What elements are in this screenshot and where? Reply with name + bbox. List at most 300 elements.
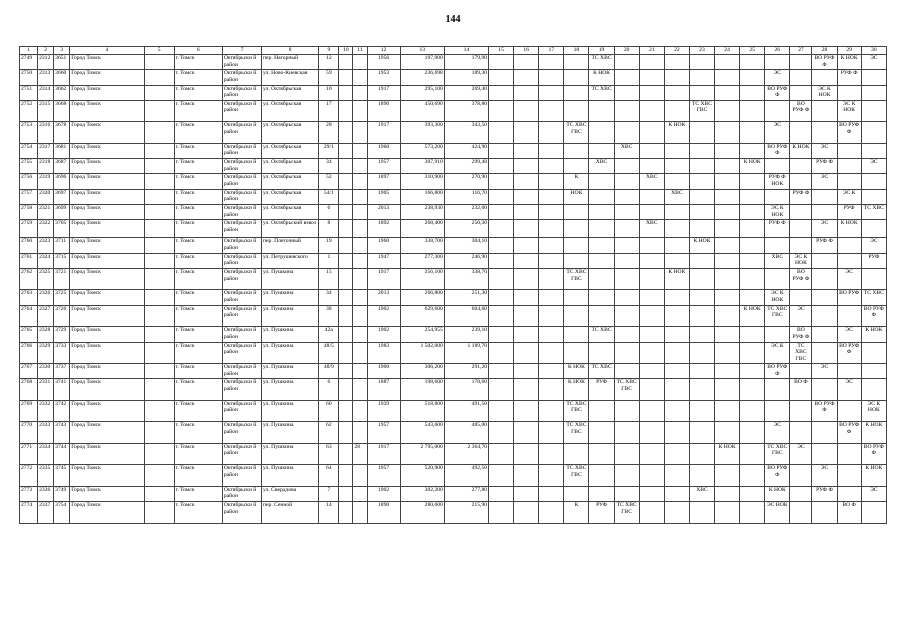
table-cell xyxy=(614,174,639,189)
table-cell xyxy=(639,205,664,220)
table-cell xyxy=(837,443,861,465)
table-cell xyxy=(837,465,861,487)
table-cell: ТС ХВС xyxy=(861,205,886,220)
table-cell xyxy=(564,55,589,70)
table-cell xyxy=(639,327,664,342)
table-cell xyxy=(689,400,714,422)
table-cell: 268,400 xyxy=(400,220,444,238)
table-cell xyxy=(564,443,589,465)
table-cell xyxy=(144,143,174,158)
table-row xyxy=(20,342,887,364)
table-cell: Октябрьски й район xyxy=(222,443,261,465)
table-cell xyxy=(664,143,689,158)
table-cell: ЭС xyxy=(790,443,812,465)
table-cell: 19 xyxy=(319,238,339,253)
table-cell xyxy=(790,174,812,189)
table-cell xyxy=(664,205,689,220)
table-row xyxy=(20,122,887,144)
table-cell: 62 xyxy=(319,422,339,444)
table-cell: ВО РУФ Ф xyxy=(837,342,861,364)
table-cell xyxy=(353,327,367,342)
table-cell: 8 xyxy=(319,220,339,238)
table-cell: 306,200 xyxy=(400,364,444,379)
column-number: 23 xyxy=(689,47,714,55)
table-cell xyxy=(514,159,539,174)
table-cell xyxy=(589,189,614,204)
table-cell xyxy=(353,189,367,204)
table-cell xyxy=(614,268,639,290)
table-cell xyxy=(639,85,664,100)
table-cell xyxy=(740,443,765,465)
table-cell xyxy=(614,327,639,342)
table-cell: 2756 xyxy=(20,174,38,189)
table-cell: 2013 xyxy=(367,290,400,305)
table-cell: ЭС xyxy=(837,379,861,401)
table-cell: 3749 xyxy=(54,486,70,501)
table-cell: ВО РУФ Ф xyxy=(765,143,790,158)
table-cell: 3742 xyxy=(54,400,70,422)
table-cell: ул. Октябрьская xyxy=(262,100,319,122)
table-cell xyxy=(689,70,714,85)
table-cell: 29/1 xyxy=(319,143,339,158)
table-cell: РУФ Ф xyxy=(812,159,837,174)
table-cell xyxy=(790,290,812,305)
table-cell xyxy=(614,55,639,70)
table-cell xyxy=(740,290,765,305)
table-cell xyxy=(639,159,664,174)
table-cell xyxy=(339,253,353,268)
table-cell xyxy=(353,159,367,174)
table-cell xyxy=(564,486,589,501)
table-cell: ЭС xyxy=(861,55,886,70)
table-cell: ТС ХВС xyxy=(589,55,614,70)
table-cell xyxy=(689,159,714,174)
table-cell xyxy=(689,55,714,70)
table-cell: Город Томск xyxy=(70,174,144,189)
table-cell xyxy=(514,379,539,401)
table-cell: Октябрьски й район xyxy=(222,189,261,204)
table-cell xyxy=(740,502,765,524)
table-cell xyxy=(514,100,539,122)
table-cell: ВО Ф xyxy=(790,379,812,401)
table-cell: 2769 xyxy=(20,400,38,422)
table-cell: 3726 xyxy=(54,305,70,327)
table-cell: ХВС xyxy=(664,189,689,204)
table-cell xyxy=(514,143,539,158)
table-cell xyxy=(614,85,639,100)
table-cell xyxy=(812,443,837,465)
table-cell xyxy=(740,100,765,122)
column-number: 12 xyxy=(367,47,400,55)
table-cell xyxy=(514,55,539,70)
table-cell xyxy=(689,268,714,290)
table-cell: 59 xyxy=(319,70,339,85)
table-cell: 2337 xyxy=(38,502,54,524)
table-cell: ЭС xyxy=(837,268,861,290)
table-cell xyxy=(353,55,367,70)
table-cell: 295,100 xyxy=(400,85,444,100)
table-cell: 1905 xyxy=(367,189,400,204)
table-cell xyxy=(514,305,539,327)
table-cell xyxy=(589,174,614,189)
table-cell: ул. Октябрьская xyxy=(262,174,319,189)
table-cell: К НОК xyxy=(861,422,886,444)
table-row xyxy=(20,238,887,253)
table-cell xyxy=(539,443,564,465)
table-cell: г. Томск xyxy=(174,364,222,379)
table-row xyxy=(20,327,887,342)
table-cell: 450,690 xyxy=(400,100,444,122)
table-cell: ул. Октябрьская xyxy=(262,143,319,158)
table-cell xyxy=(765,189,790,204)
table-cell xyxy=(664,342,689,364)
column-number: 20 xyxy=(614,47,639,55)
table-cell: пер. Нагорный xyxy=(262,55,319,70)
column-number: 13 xyxy=(400,47,444,55)
table-cell: 48/5 xyxy=(319,342,339,364)
table-cell: К НОК xyxy=(740,305,765,327)
table-cell xyxy=(715,290,740,305)
table-cell xyxy=(812,422,837,444)
table-cell xyxy=(489,70,514,85)
table-cell xyxy=(790,502,812,524)
table-cell xyxy=(489,327,514,342)
table-cell: ВО РУФ Ф xyxy=(861,443,886,465)
table-cell xyxy=(765,100,790,122)
table-cell: 629,600 xyxy=(400,305,444,327)
table-cell xyxy=(740,70,765,85)
table-cell xyxy=(539,364,564,379)
table-cell xyxy=(689,502,714,524)
table-cell xyxy=(539,238,564,253)
table-cell: ул. Октябрьская xyxy=(262,122,319,144)
table-cell: Октябрьски й район xyxy=(222,122,261,144)
table-cell xyxy=(144,100,174,122)
table-cell: 1917 xyxy=(367,85,400,100)
table-cell: 60 xyxy=(319,400,339,422)
column-number: 27 xyxy=(790,47,812,55)
table-cell xyxy=(144,486,174,501)
table-cell xyxy=(144,55,174,70)
column-number: 3 xyxy=(54,47,70,55)
table-cell xyxy=(689,205,714,220)
table-cell: РУФ xyxy=(589,379,614,401)
table-cell xyxy=(639,486,664,501)
table-cell xyxy=(812,327,837,342)
table-cell xyxy=(740,205,765,220)
table-cell xyxy=(837,159,861,174)
table-cell xyxy=(614,238,639,253)
table-cell: 2330 xyxy=(38,364,54,379)
table-cell xyxy=(589,305,614,327)
table-cell xyxy=(740,268,765,290)
table-cell xyxy=(514,220,539,238)
register-table xyxy=(19,46,887,524)
table-cell: ТС ХВС xyxy=(589,364,614,379)
table-cell: ТС ХВС ГВС xyxy=(614,379,639,401)
table-cell xyxy=(790,220,812,238)
table-cell: г. Томск xyxy=(174,85,222,100)
table-cell xyxy=(639,55,664,70)
table-cell xyxy=(861,220,886,238)
table-cell xyxy=(339,122,353,144)
table-cell: г. Томск xyxy=(174,189,222,204)
table-cell: ВО РУФ xyxy=(837,290,861,305)
table-cell: 1956 xyxy=(367,55,400,70)
table-cell xyxy=(144,205,174,220)
table-cell: 270,90 xyxy=(444,174,488,189)
table-cell: 2751 xyxy=(20,85,38,100)
table-cell xyxy=(837,174,861,189)
table-row xyxy=(20,486,887,501)
table-cell xyxy=(715,100,740,122)
table-cell: 178,60 xyxy=(444,379,488,401)
table-cell: К НОК xyxy=(837,55,861,70)
table-cell: ул. Петрушевского xyxy=(262,253,319,268)
table-cell: 54/1 xyxy=(319,189,339,204)
column-number: 15 xyxy=(489,47,514,55)
table-cell: г. Томск xyxy=(174,305,222,327)
table-cell: 2334 xyxy=(38,443,54,465)
table-cell xyxy=(489,268,514,290)
table-cell xyxy=(353,465,367,487)
table-cell xyxy=(339,143,353,158)
table-cell: ЭС К НОК xyxy=(765,290,790,305)
table-cell: Город Томск xyxy=(70,159,144,174)
table-cell: К НОК xyxy=(664,122,689,144)
table-cell: г. Томск xyxy=(174,443,222,465)
table-row xyxy=(20,422,887,444)
table-cell: Город Томск xyxy=(70,400,144,422)
table-cell xyxy=(514,327,539,342)
table-cell xyxy=(639,189,664,204)
table-cell xyxy=(339,305,353,327)
table-cell xyxy=(564,85,589,100)
table-cell xyxy=(514,486,539,501)
table-cell: Город Томск xyxy=(70,55,144,70)
table-cell: 239,10 xyxy=(444,327,488,342)
table-cell: Город Томск xyxy=(70,502,144,524)
table-cell xyxy=(837,143,861,158)
table-cell xyxy=(514,422,539,444)
column-number: 8 xyxy=(262,47,319,55)
table-cell: 215,90 xyxy=(444,502,488,524)
column-number: 2 xyxy=(38,47,54,55)
table-cell: ЭС xyxy=(861,159,886,174)
table-cell xyxy=(539,268,564,290)
table-cell: ул. Пушкина xyxy=(262,327,319,342)
table-cell xyxy=(539,486,564,501)
table-cell xyxy=(353,364,367,379)
table-cell xyxy=(861,85,886,100)
table-cell xyxy=(339,290,353,305)
table-cell: 166,800 xyxy=(400,189,444,204)
table-cell xyxy=(614,253,639,268)
table-cell: 179,90 xyxy=(444,55,488,70)
table-cell: Октябрьски й район xyxy=(222,327,261,342)
table-cell: 2772 xyxy=(20,465,38,487)
table-cell: 2771 xyxy=(20,443,38,465)
table-cell: 2319 xyxy=(38,174,54,189)
table-cell xyxy=(489,238,514,253)
table-cell: г. Томск xyxy=(174,327,222,342)
table-cell xyxy=(614,220,639,238)
table-cell xyxy=(539,290,564,305)
table-cell xyxy=(514,205,539,220)
table-cell xyxy=(339,174,353,189)
table-cell xyxy=(339,85,353,100)
table-cell xyxy=(514,174,539,189)
table-cell xyxy=(861,143,886,158)
table-cell: Октябрьски й район xyxy=(222,465,261,487)
table-cell xyxy=(689,122,714,144)
table-cell xyxy=(837,305,861,327)
table-cell: ул. Пушкина xyxy=(262,422,319,444)
table-cell: 1953 xyxy=(367,70,400,85)
table-cell xyxy=(539,342,564,364)
table-cell: 304,10 xyxy=(444,238,488,253)
table-cell xyxy=(353,85,367,100)
table-cell xyxy=(144,189,174,204)
table-row xyxy=(20,205,887,220)
table-cell: К НОК xyxy=(715,443,740,465)
table-cell: РУФ Ф xyxy=(765,220,790,238)
table-cell xyxy=(639,502,664,524)
table-cell xyxy=(339,268,353,290)
table-cell: г. Томск xyxy=(174,268,222,290)
table-cell: 236,698 xyxy=(400,70,444,85)
table-cell xyxy=(639,143,664,158)
table-cell xyxy=(539,327,564,342)
table-cell xyxy=(353,502,367,524)
table-cell: 2322 xyxy=(38,220,54,238)
table-cell: ТС ХВС xyxy=(589,85,614,100)
table-cell xyxy=(514,443,539,465)
column-number: 1 xyxy=(20,47,38,55)
table-cell: РУФ Ф xyxy=(812,238,837,253)
table-cell xyxy=(664,70,689,85)
table-row xyxy=(20,253,887,268)
table-cell: ВО РУФ Ф xyxy=(765,85,790,100)
table-cell: 356,100 xyxy=(400,268,444,290)
table-cell xyxy=(514,189,539,204)
table-cell: ТС ХВС ГВС xyxy=(689,100,714,122)
table-cell: 246,90 xyxy=(444,253,488,268)
table-cell: 1 502,000 xyxy=(400,342,444,364)
table-cell xyxy=(812,205,837,220)
table-cell: 15 xyxy=(319,268,339,290)
column-number: 30 xyxy=(861,47,886,55)
table-cell: Октябрьски й район xyxy=(222,159,261,174)
table-cell xyxy=(740,422,765,444)
column-number: 22 xyxy=(664,47,689,55)
table-cell: 3687 xyxy=(54,159,70,174)
table-cell xyxy=(689,290,714,305)
table-cell: 573,200 xyxy=(400,143,444,158)
table-cell xyxy=(812,342,837,364)
table-cell xyxy=(514,268,539,290)
table-cell xyxy=(489,486,514,501)
table-cell xyxy=(715,189,740,204)
table-cell xyxy=(837,364,861,379)
table-cell xyxy=(489,465,514,487)
table-cell xyxy=(539,400,564,422)
table-cell xyxy=(614,70,639,85)
table-cell: К xyxy=(564,174,589,189)
table-cell xyxy=(339,342,353,364)
table-cell: 48/9 xyxy=(319,364,339,379)
table-cell: ТС ХВС ГВС xyxy=(614,502,639,524)
table-cell xyxy=(489,174,514,189)
table-cell: 197,900 xyxy=(400,55,444,70)
column-number: 6 xyxy=(174,47,222,55)
table-cell xyxy=(740,400,765,422)
table-cell: г. Томск xyxy=(174,238,222,253)
table-cell: К НОК xyxy=(689,238,714,253)
table-cell xyxy=(812,189,837,204)
table-cell: 2 795,000 xyxy=(400,443,444,465)
table-cell xyxy=(689,85,714,100)
table-cell: 3745 xyxy=(54,465,70,487)
table-cell: Город Томск xyxy=(70,122,144,144)
table-cell: г. Томск xyxy=(174,290,222,305)
table-cell: 7 xyxy=(319,486,339,501)
table-cell xyxy=(790,85,812,100)
table-cell: Октябрьски й район xyxy=(222,502,261,524)
table-cell xyxy=(765,327,790,342)
table-cell: ХВС xyxy=(689,486,714,501)
table-cell xyxy=(144,70,174,85)
table-cell: 1892 xyxy=(367,220,400,238)
table-cell xyxy=(514,502,539,524)
table-cell xyxy=(353,100,367,122)
table-cell xyxy=(353,268,367,290)
table-cell: Город Томск xyxy=(70,268,144,290)
table-cell: Город Томск xyxy=(70,85,144,100)
table-cell: Октябрьски й район xyxy=(222,85,261,100)
table-cell xyxy=(489,253,514,268)
table-cell: Город Томск xyxy=(70,327,144,342)
table-cell xyxy=(564,253,589,268)
table-cell xyxy=(144,327,174,342)
table-cell: ЭС К НОК xyxy=(812,85,837,100)
table-cell xyxy=(489,220,514,238)
table-cell xyxy=(614,465,639,487)
table-cell: 1 189,70 xyxy=(444,342,488,364)
table-cell xyxy=(740,189,765,204)
column-number: 26 xyxy=(765,47,790,55)
table-cell: ул. Октябрьский взвоз xyxy=(262,220,319,238)
table-cell: Город Томск xyxy=(70,189,144,204)
column-number: 5 xyxy=(144,47,174,55)
table-row xyxy=(20,379,887,401)
table-cell: 1890 xyxy=(367,502,400,524)
table-cell: ТС ХВС ГВС xyxy=(765,305,790,327)
table-cell xyxy=(514,465,539,487)
table-cell: 3678 xyxy=(54,122,70,144)
table-cell: К НОК xyxy=(564,379,589,401)
table-cell xyxy=(339,465,353,487)
table-cell xyxy=(539,189,564,204)
table-cell: Октябрьски й район xyxy=(222,290,261,305)
table-cell xyxy=(740,85,765,100)
table-cell: ЭС xyxy=(765,122,790,144)
column-number: 24 xyxy=(715,47,740,55)
table-cell xyxy=(353,379,367,401)
table-cell: 2325 xyxy=(38,268,54,290)
table-cell xyxy=(564,238,589,253)
table-cell: ТС ХВС ГВС xyxy=(564,465,589,487)
